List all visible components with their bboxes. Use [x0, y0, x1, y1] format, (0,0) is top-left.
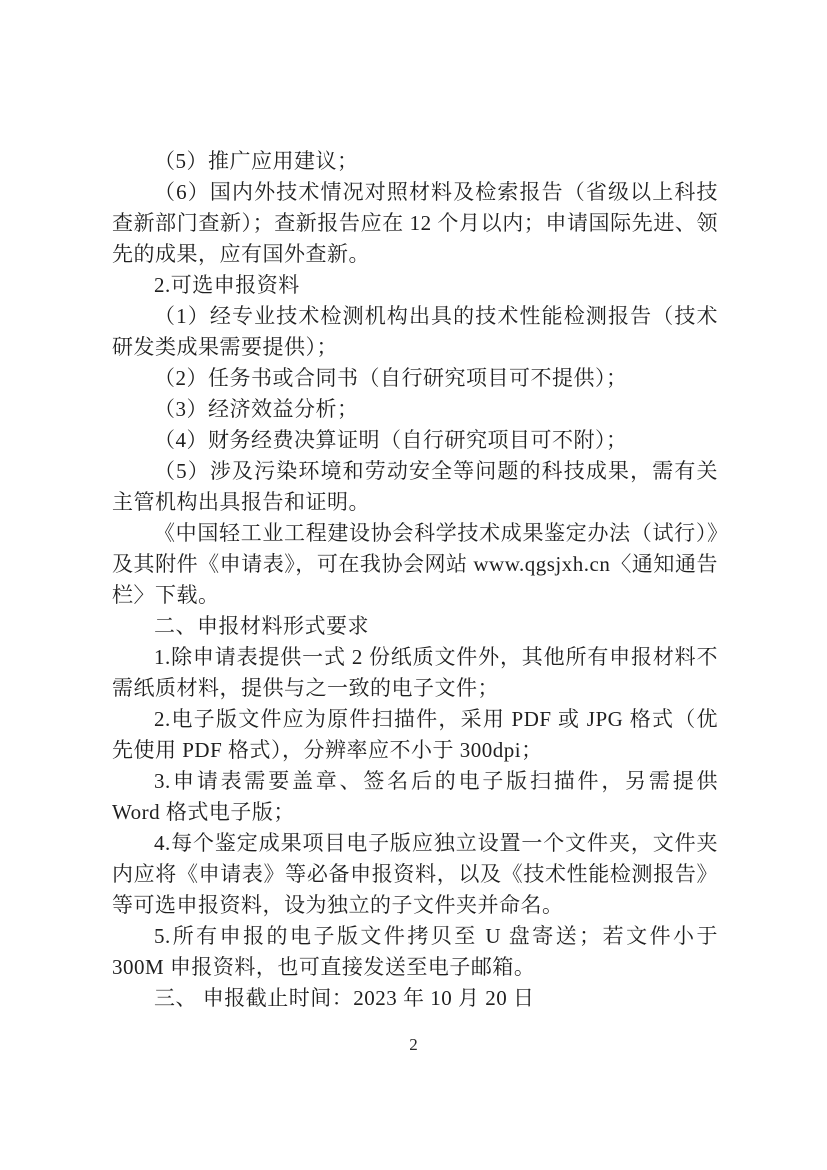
paragraph: 4.每个鉴定成果项目电子版应独立设置一个文件夹，文件夹内应将《申请表》等必备申报资料，以及《技术性能检测报告》等可选申报资料，设为独立的子文件夹并命名。 — [112, 831, 718, 917]
document-body — [112, 146, 718, 1014]
page-number: 2 — [409, 1035, 418, 1054]
paragraph: 2.可选申报资料 — [154, 273, 300, 297]
paragraph: （5）推广应用建议； — [154, 149, 359, 173]
paragraph: （6）国内外技术情况对照材料及检索报告（省级以上科技查新部门查新）；查新报告应在 12 个月以内；申请国际先进、领先的成果，应有国外查新。 — [112, 180, 718, 266]
paragraph: 2.电子版文件应为原件扫描件，采用 PDF 或 JPG 格式（优先使用 PDF 格式），分辨率应不小于 300dpi； — [112, 707, 718, 762]
section-heading: 二、申报材料形式要求 — [154, 614, 369, 638]
paragraph: （3）经济效益分析； — [154, 397, 359, 421]
paragraph: （5）涉及污染环境和劳动安全等问题的科技成果，需有关主管机构出具报告和证明。 — [112, 459, 718, 514]
paragraph: 3.申请表需要盖章、签名后的电子版扫描件，另需提供 Word 格式电子版； — [112, 769, 718, 824]
paragraph: 1.除申请表提供一式 2 份纸质文件外，其他所有申报材料不需纸质材料，提供与之一致的电子文件； — [112, 645, 718, 700]
paragraph: 5.所有申报的电子版文件拷贝至 U 盘寄送；若文件小于 300M 申报资料，也可直接发送至电子邮箱。 — [112, 924, 718, 979]
paragraph: （4）财务经费决算证明（自行研究项目可不附）； — [154, 428, 628, 452]
paragraph: 《中国轻工业工程建设协会科学技术成果鉴定办法（试行）》及其附件《申请表》，可在我协会网站 www.qgsjxh.cn〈通知通告栏〉下载。 — [112, 521, 718, 607]
paragraph: （2）任务书或合同书（自行研究项目可不提供）； — [154, 366, 628, 390]
paragraph: （1）经专业技术检测机构出具的技术性能检测报告（技术研发类成果需要提供）； — [112, 304, 718, 359]
section-heading: 三、 申报截止时间：2023 年 10 月 20 日 — [154, 986, 535, 1010]
